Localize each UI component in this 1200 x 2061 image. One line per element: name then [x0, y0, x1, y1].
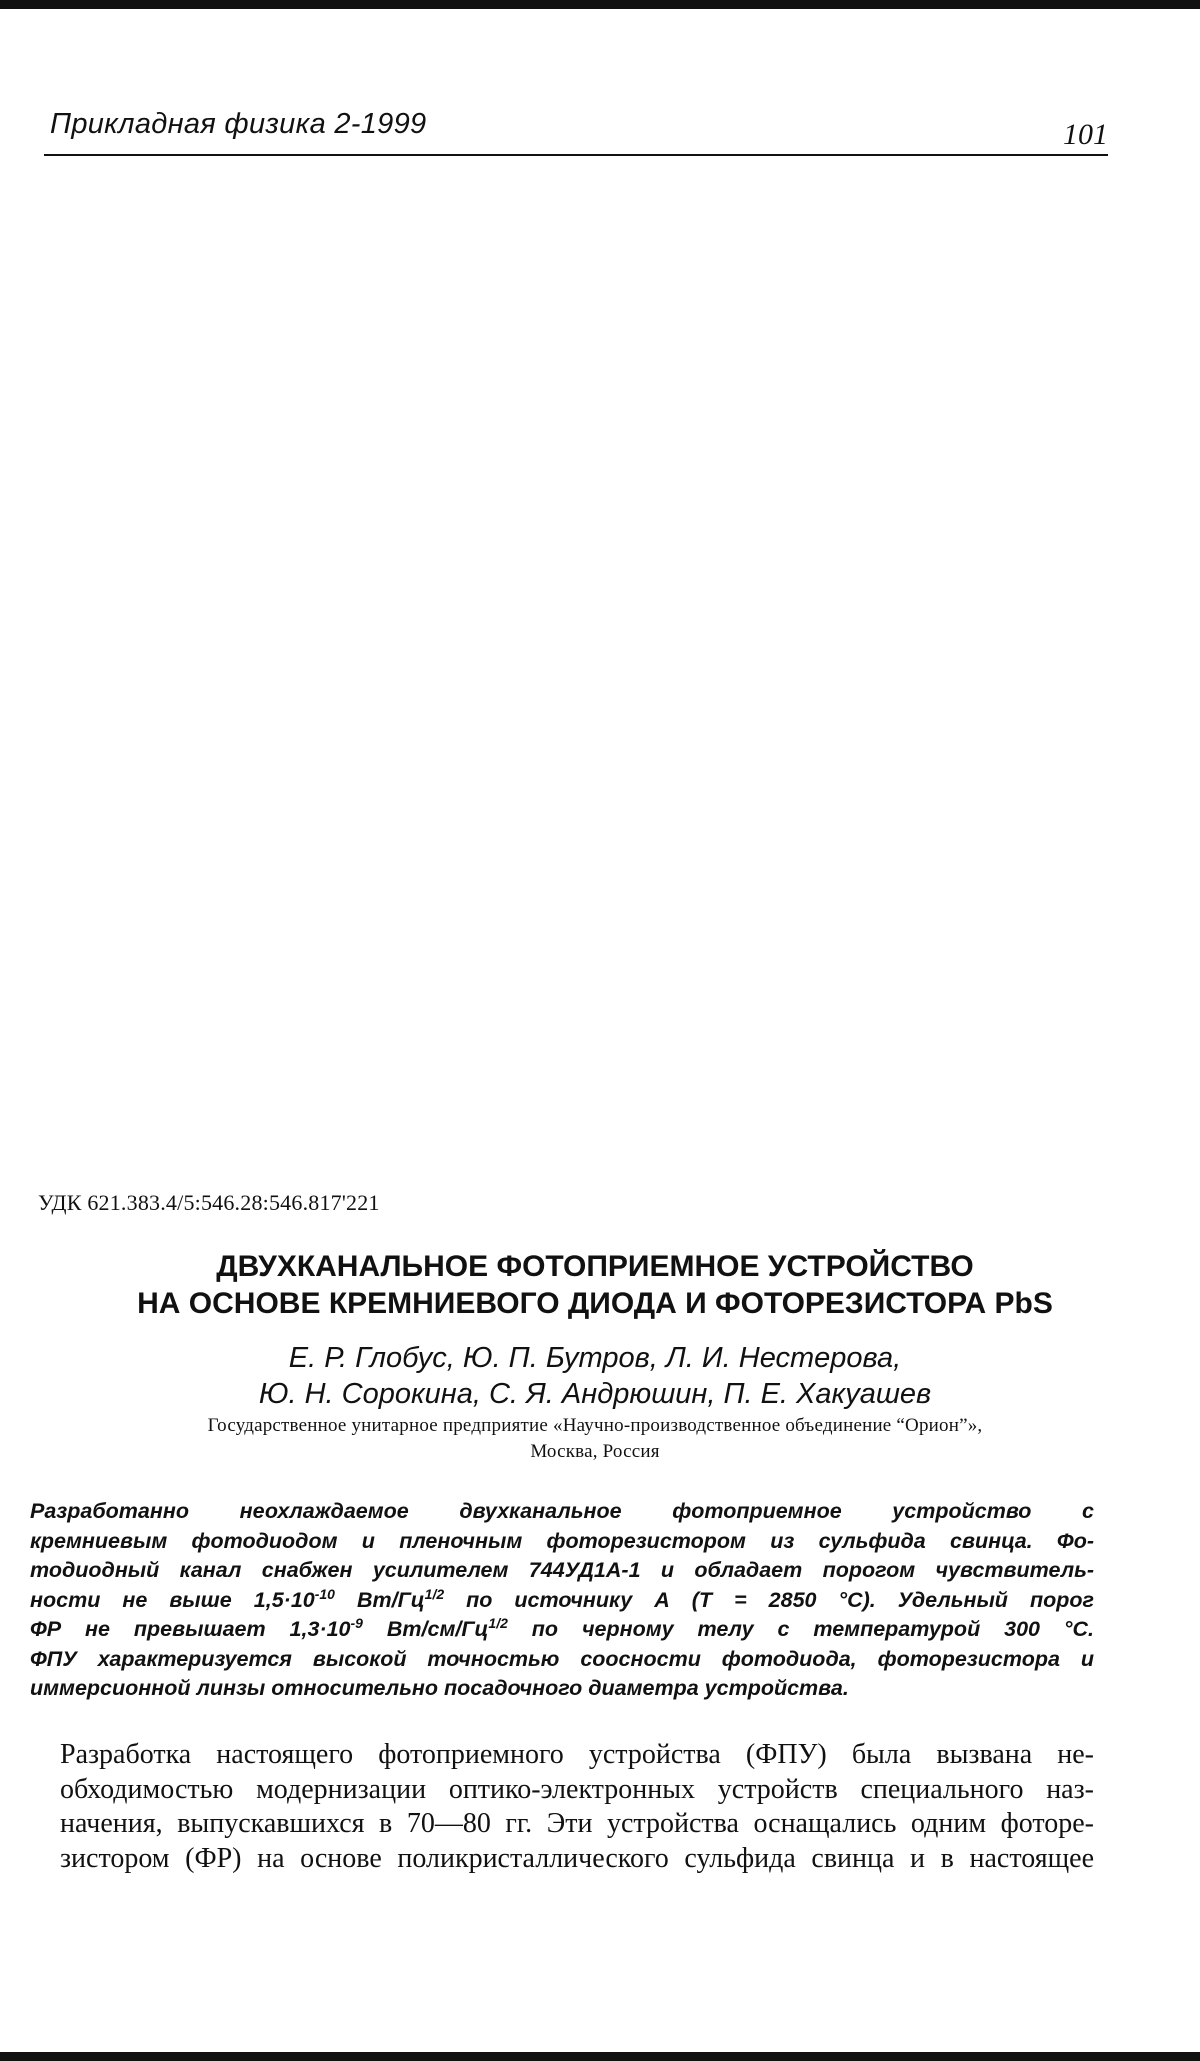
body-line: начения, выпускавшихся в 70—80 гг. Эти устройства оснащались одним фоторе- [60, 1808, 1094, 1839]
udk-code: УДК 621.383.4/5:546.28:546.817'221 [38, 1190, 380, 1215]
abstract-line [30, 1586, 1094, 1616]
abstract-line: ФПУ характеризуется высокой точностью соосности фотодиода, фоторезистора и [30, 1646, 1094, 1671]
affiliation [40, 1413, 1150, 1465]
exponent: 1/2 [424, 1585, 445, 1602]
exponent: -9 [350, 1614, 363, 1631]
abstract [30, 1497, 1094, 1704]
authors [40, 1340, 1150, 1412]
abstract-text: Вт/см/Гц [362, 1617, 489, 1641]
title-line-2: НА ОСНОВЕ КРЕМНИЕВОГО ДИОДА И ФОТОРЕЗИСТОРА PbS [137, 1287, 1053, 1320]
abstract-text: по источнику А (Т = 2850 °С). Удельный порог [444, 1587, 1094, 1612]
abstract-line: кремниевым фотодиодом и пленочным фоторезистором из сульфида свинца. Фо- [30, 1528, 1094, 1553]
exponent: -10 [314, 1585, 335, 1602]
abstract-text: ФР не превышает 1,3·10 [30, 1617, 351, 1641]
abstract-text: по черному телу с температурой 300 °С. [507, 1617, 1095, 1641]
header-rule [44, 154, 1108, 156]
authors-line-2: Ю. Н. Сорокина, С. Я. Андрюшин, П. Е. Хакуашев [258, 1378, 932, 1410]
abstract-line: Разработанно неохлаждаемое двухканальное фотоприемное устройство с [30, 1499, 1094, 1523]
scan-bottom-border [0, 2052, 1200, 2061]
authors-line-1: Е. Р. Глобус, Ю. П. Бутров, Л. И. Нестерова, [288, 1342, 902, 1374]
abstract-text: Вт/Гц [334, 1587, 425, 1612]
body-paragraph [60, 1738, 1094, 1876]
abstract-line: тодиодный канал снабжен усилителем 744УД1А-1 и обладает порогом чувствитель- [30, 1558, 1094, 1582]
page-number: 101 [1063, 118, 1108, 151]
affiliation-line-2: Москва, Россия [530, 1441, 660, 1462]
abstract-line: иммерсионной линзы относительно посадочного диаметра устройства. [30, 1676, 849, 1700]
title-line-1: ДВУХКАНАЛЬНОЕ ФОТОПРИЕМНОЕ УСТРОЙСТВО [216, 1250, 974, 1283]
body-line: обходимостью модернизации оптико-электронных устройств специального наз- [60, 1773, 1094, 1805]
journal-header: Прикладная физика 2-1999 [50, 108, 427, 140]
scan-top-border [0, 0, 1200, 9]
body-line: зистором (ФР) на основе поликристаллического сульфида свинца и в настоящее [60, 1842, 1094, 1874]
article-title [40, 1248, 1150, 1322]
body-line: Разработка настоящего фотоприемного устройства (ФПУ) была вызвана не- [60, 1739, 1094, 1770]
abstract-text: ности не выше 1,5·10 [30, 1587, 315, 1612]
abstract-line [30, 1615, 1094, 1645]
affiliation-line-1: Государственное унитарное предприятие «Научно-производственное объединение “Орион”», [207, 1415, 983, 1436]
exponent: 1/2 [488, 1614, 508, 1631]
